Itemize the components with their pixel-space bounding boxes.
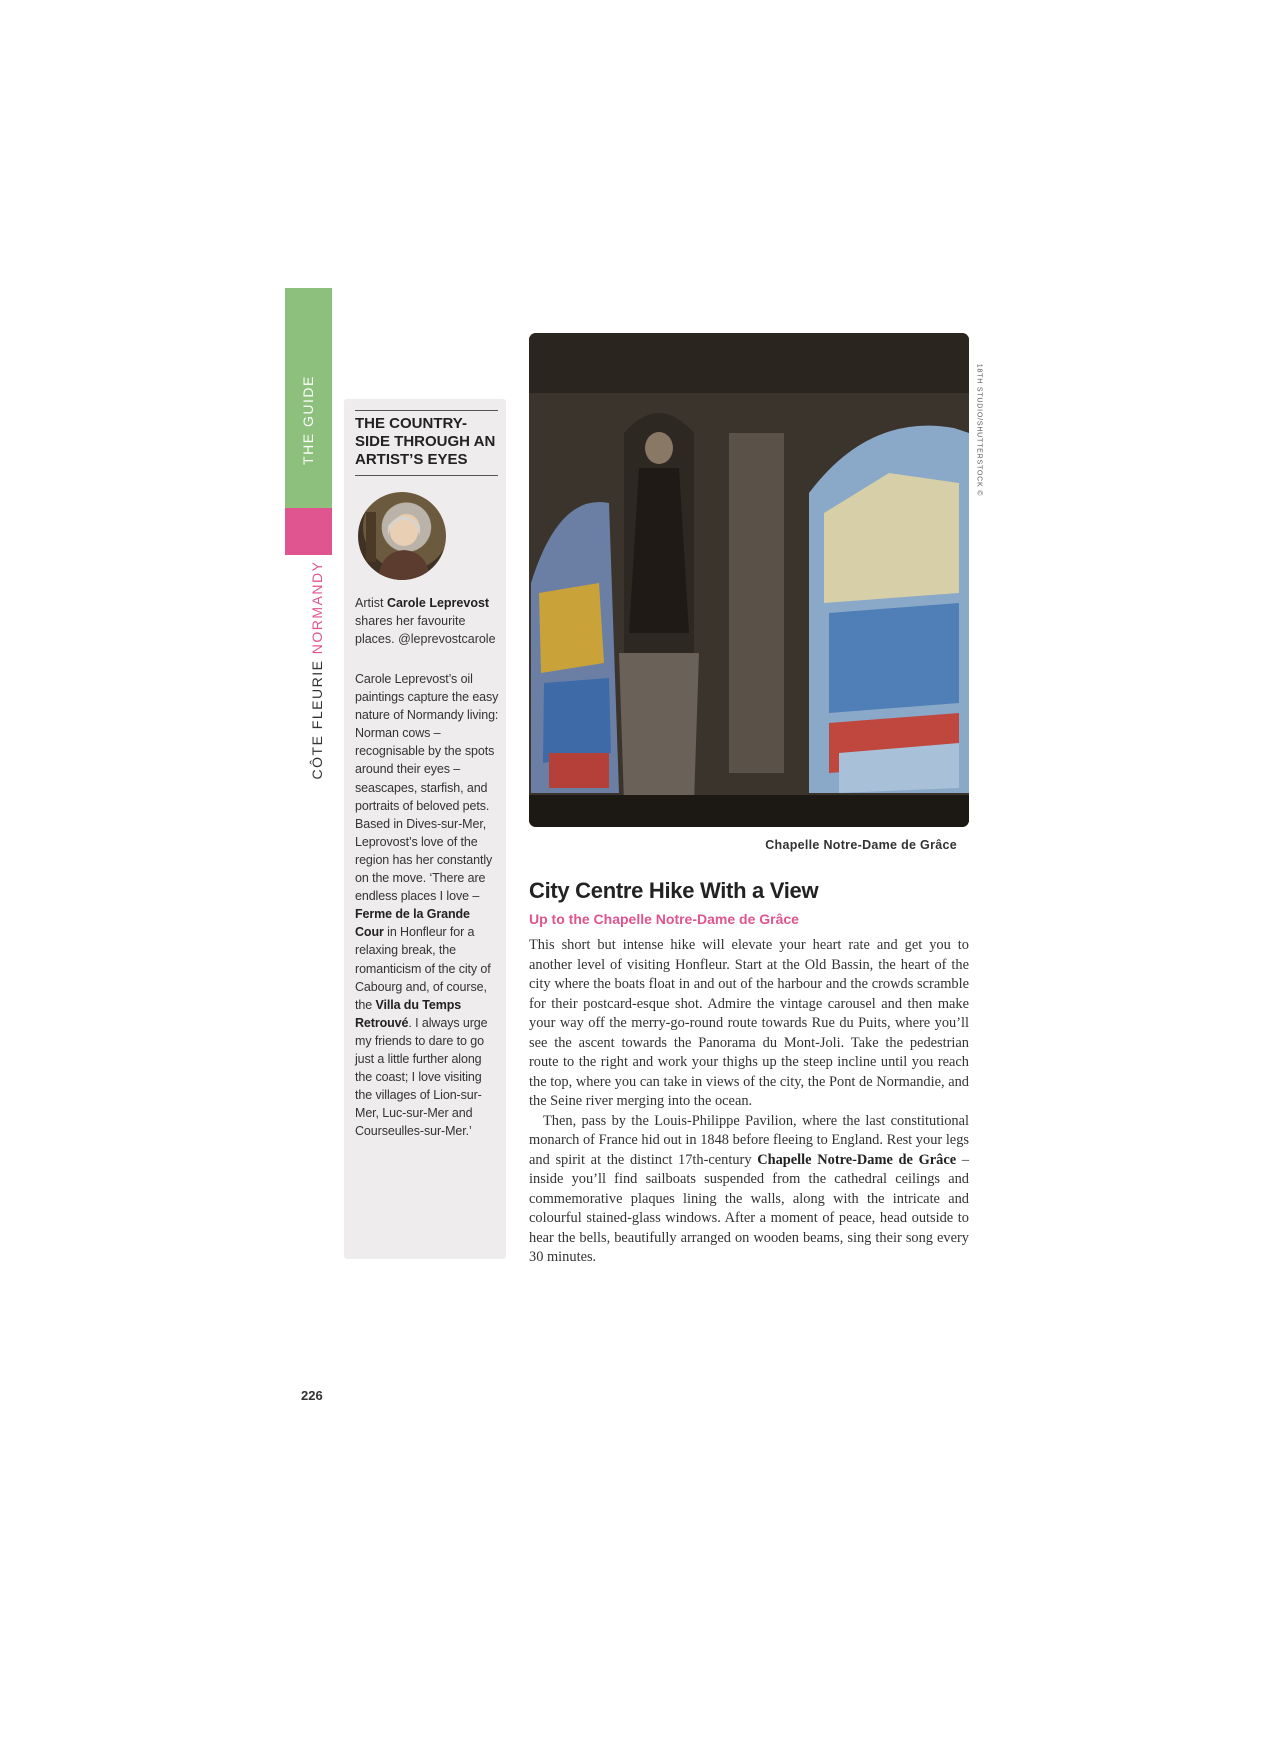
sidebar-text-1: Carole Leprevost’s oil paintings capture the easy nature of Normandy living: Norman cows – recognisable by the spots around their eyes – seascapes, starfish, and portraits of beloved pets. Based in Dives-sur-Mer, Leprovost’s love of the region has her constantly on the move. ‘There are endless places I love – (355, 672, 499, 904)
page-number: 226 (301, 1388, 323, 1403)
place-name-1: Ferme de la Grande Cour (355, 907, 470, 940)
article-body (529, 936, 969, 1268)
sidebar-box (344, 399, 506, 1259)
chapel-name: Chapelle Notre-Dame de Grâce (757, 1151, 957, 1168)
paragraph-2-text-end: – inside you’ll find sailboats suspended from the cathedral ceilings and commemorative plaques lining the walls, along with the intricate and colourful stained-glass windows. After a moment of peace, head outside to hear the bells, beautifully arranged on wooden beams, sing their song every 30 minutes. (529, 1151, 970, 1265)
place-name-2: Villa du Temps Retrouvé (355, 997, 462, 1030)
artist-name: Carole Leprevost (386, 596, 490, 610)
sidebar-body (355, 670, 500, 1140)
artist-avatar (358, 492, 446, 580)
section-label-accent: NORMANDY (309, 560, 325, 655)
section-label-region: CÔTE FLEURIE (309, 659, 325, 780)
article-paragraph-2 (529, 1112, 969, 1268)
sidebar-intro (355, 594, 500, 648)
photo-caption: Chapelle Notre-Dame de Grâce (765, 838, 957, 852)
intro-text: Artist (355, 596, 387, 610)
article-subtitle: Up to the Chapelle Notre-Dame de Grâce (529, 911, 799, 927)
article-paragraph-1: This short but intense hike will elevate your heart rate and get you to another level of visiting Honfleur. Start at the Old Bassin, the heart of the city where the boats float in and out of the harbour and the crowds scramble for their postcard-esque shot. Admire the vintage carousel and then make your way off the merry-go-round route towards Rue du Puits, where you’ll see the ascent towards the Panorama du Mont-Joli. Take the pedestrian route to the right and work your thighs up the steep incline until you reach the top, where you can take in views of the city, the Pont de Normandie, and the Seine river merging into the ocean. (529, 937, 969, 1109)
photo-credit: 18TH STUDIO/SHUTTERSTOCK © (975, 363, 983, 497)
article-title: City Centre Hike With a View (529, 878, 819, 903)
guide-tab-accent (285, 508, 332, 555)
intro-text-end: shares her favourite places. @leprevostcarole (355, 614, 496, 646)
sidebar-rule-top (355, 410, 498, 411)
sidebar-title: THE COUNTRY- SIDE THROUGH AN ARTIST’S EYES (355, 415, 496, 468)
paragraph-2-text: Then, pass by the Louis-Philippe Pavilion, where the last constitutional monarch of France hid out in 1848 before fleeing to England. Rest your legs and spirit at the distinct 17th-century (529, 1112, 969, 1168)
section-label (309, 561, 325, 780)
chapel-photo (529, 333, 969, 827)
sidebar-text-3: . I always urge my friends to dare to go just a little further along the coast; I love visiting the villages of Lion-sur-Mer, Luc-sur-Mer and Courseulles-sur-Mer.’ (355, 1015, 488, 1139)
sidebar-text-2: in Honfleur for a relaxing break, the romanticism of the city of Cabourg and, of course, the (355, 925, 491, 1012)
sidebar-rule-bottom (355, 475, 498, 476)
guide-tab-label: THE GUIDE (300, 375, 316, 465)
